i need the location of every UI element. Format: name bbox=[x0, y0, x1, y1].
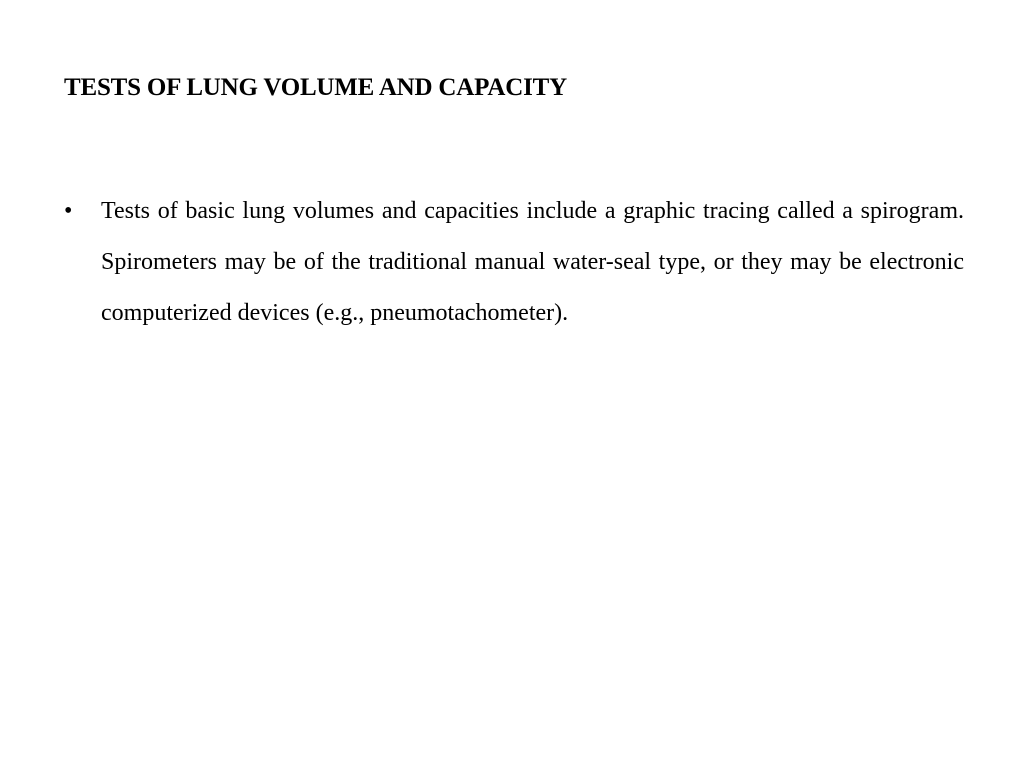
bullet-list bbox=[64, 186, 964, 339]
slide-title: TESTS OF LUNG VOLUME AND CAPACITY bbox=[64, 74, 567, 101]
bullet-item bbox=[64, 186, 964, 339]
bullet-marker: • bbox=[64, 198, 73, 224]
bullet-text: Tests of basic lung volumes and capacities include a graphic tracing called a spirogram. Spirometers may be of the traditional manual water-seal type, or they may be electronic computerized devices (e.g., pneumotachometer). bbox=[101, 198, 964, 326]
